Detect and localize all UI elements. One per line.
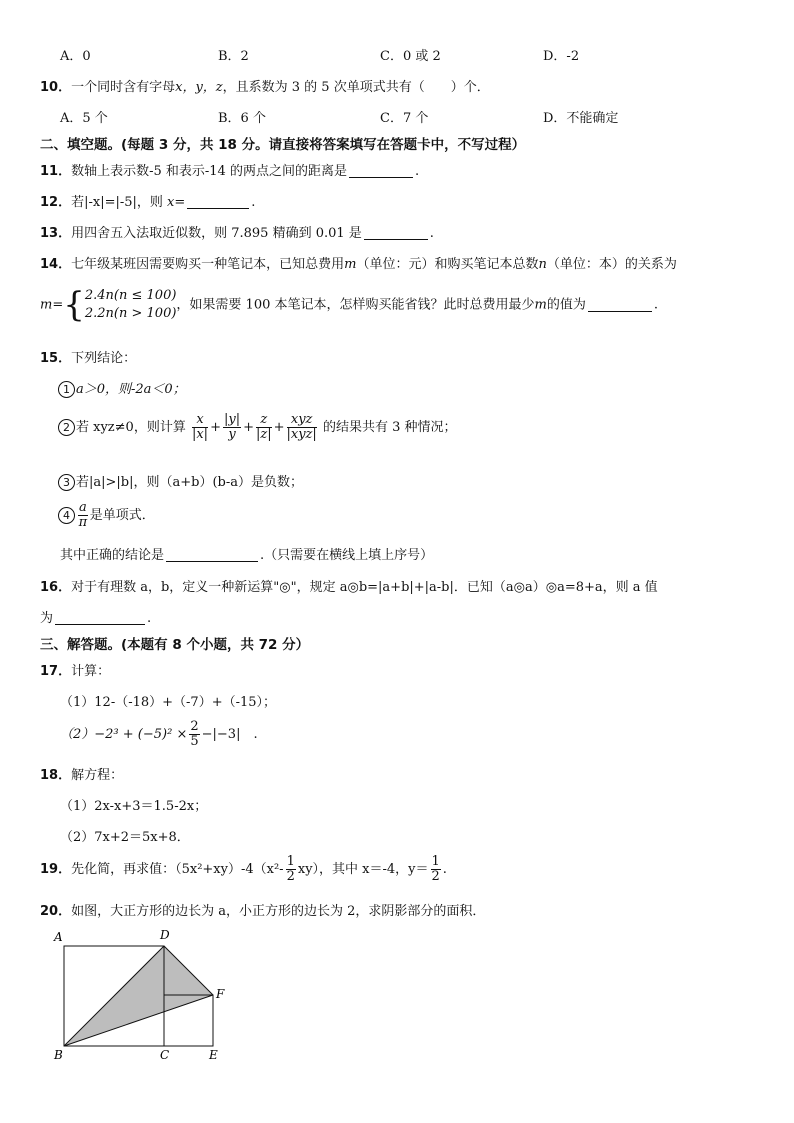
answer-blank[interactable] — [364, 225, 428, 240]
numerator: 1 — [431, 854, 440, 869]
q14-var-m: m — [344, 257, 357, 272]
question-number: 17． — [40, 664, 72, 679]
fraction — [287, 413, 317, 442]
q12-eq: = — [174, 195, 186, 210]
fraction — [223, 413, 241, 442]
q9-option-d: D．-2 — [543, 49, 580, 64]
section-3-heading: 三、解答题。(本题有 8 个小题，共 72 分） — [40, 637, 310, 653]
numerator: x — [192, 413, 208, 428]
left-brace: { — [63, 285, 85, 325]
q14-line2: ，如果需要 100 本笔记本，怎样购买能省钱？此时总费用最少 — [176, 297, 535, 313]
question-number: 18． — [40, 768, 72, 783]
denominator: |x| — [191, 427, 209, 442]
question-14-line-2 — [40, 287, 658, 323]
q16-line1: 对于有理数 a，b，定义一种新运算"◎"，规定 a◎b=|a+b|+|a-b|．已知（a◎a）◎a=8+a，则 a 值 — [71, 580, 658, 595]
denominator: 2 — [431, 869, 440, 884]
denominator: π — [78, 515, 88, 530]
question-number: 12． — [40, 195, 72, 210]
q15-conclusion-4 — [58, 501, 155, 530]
denominator: |z| — [255, 427, 272, 442]
q15-c3-text: 若|a|>|b|，则（a+b）(b-a）是负数； — [76, 475, 303, 490]
circled-number: 3 — [58, 474, 75, 491]
fraction — [78, 501, 88, 530]
question-number: 19． — [40, 862, 72, 877]
question-11 — [40, 160, 419, 179]
q16-line2-pre: 为 — [40, 611, 54, 626]
q14-line1c: （单位：本）的关系为 — [546, 257, 677, 272]
q20-text: 如图，大正方形的边长为 a，小正方形的边长为 2，求阴影部分的面积． — [71, 904, 486, 919]
q14-var-n: n — [538, 257, 547, 272]
q13-end: . — [429, 226, 434, 241]
label-e: E — [209, 1048, 218, 1062]
question-17-title — [40, 660, 110, 679]
q14-case-2: 2.2n(n > 100) — [84, 306, 177, 321]
plus-sign: + — [273, 420, 285, 435]
q11-end: . — [414, 164, 420, 179]
denominator: |xyz| — [286, 427, 317, 442]
q12-end: . — [251, 195, 256, 210]
q9-option-b: B．2 — [218, 49, 249, 64]
q14-line2b: 的值为 — [546, 297, 586, 313]
q15-answer-post: .（只需要在横线上填上序号） — [260, 548, 434, 563]
question-20 — [40, 900, 485, 919]
question-number: 15． — [40, 351, 72, 366]
numerator: z — [256, 413, 272, 428]
label-f: F — [216, 987, 225, 1001]
question-14-line-1 — [40, 253, 677, 272]
q11-text: 数轴上表示数-5 和表示-14 的两点之间的距离是 — [71, 164, 347, 179]
answer-blank[interactable] — [349, 163, 413, 178]
answer-blank[interactable] — [55, 610, 145, 625]
q10-option-d: D．不能确定 — [543, 111, 619, 126]
question-number: 16． — [40, 580, 72, 595]
fraction — [192, 413, 208, 442]
denominator: 2 — [286, 869, 295, 884]
denominator: y — [228, 427, 236, 442]
q15-c2-pre: 若 xyz≠0，则计算 — [76, 420, 186, 435]
q15-c1-text: a＞0，则-2a＜0； — [76, 382, 186, 397]
question-10 — [40, 76, 490, 95]
q15-conclusion-3 — [58, 471, 303, 491]
answer-blank[interactable] — [166, 547, 258, 562]
question-15-title — [40, 347, 136, 366]
numerator: a — [79, 500, 87, 515]
q16-end: . — [147, 611, 152, 626]
q15-conclusion-2 — [58, 413, 456, 442]
answer-blank[interactable] — [187, 194, 249, 209]
q18-part-1: （1）2x-x+3＝1.5-2x； — [60, 799, 208, 814]
question-number: 14． — [40, 257, 72, 272]
question-number: 10． — [40, 80, 72, 95]
q15-c2-post: 的结果共有 3 种情况； — [322, 420, 457, 435]
fraction — [286, 855, 296, 884]
q10-option-a: A．5 个 — [60, 111, 108, 126]
q14-line1a: 七年级某班因需要购买一种笔记本，已知总费用 — [71, 257, 345, 272]
denominator: 5 — [190, 734, 199, 749]
q15-c4-post: 是单项式． — [89, 508, 155, 523]
section-2-heading: 二、填空题。(每题 3 分，共 18 分。请直接将答案填写在答题卡中，不写过程） — [40, 137, 526, 153]
q18-title: 解方程： — [71, 768, 124, 783]
question-number: 13． — [40, 226, 72, 241]
plus-sign: + — [243, 420, 254, 435]
q9-option-c: C．0 或 2 — [380, 49, 441, 64]
numerator: |y| — [223, 412, 241, 427]
question-12 — [40, 191, 255, 210]
circled-number: 2 — [58, 419, 75, 436]
question-13 — [40, 222, 434, 241]
question-number: 11． — [40, 164, 72, 179]
label-b: B — [54, 1048, 63, 1062]
q10-option-c: C．7 个 — [380, 111, 429, 126]
q15-conclusion-1 — [58, 378, 186, 398]
question-16-line-1 — [40, 576, 658, 595]
q19-end: . — [442, 862, 447, 877]
q14-line1b: （单位：元）和购买笔记本总数 — [356, 257, 539, 272]
question-18-title — [40, 764, 123, 783]
question-number: 20． — [40, 904, 72, 919]
plus-sign: + — [210, 420, 221, 435]
q10-pre: 一个同时含有字母 — [71, 80, 176, 95]
q15-answer-line — [60, 544, 433, 563]
q15-title: 下列结论： — [71, 351, 137, 366]
q19-mid: xy），其中 x＝-4，y＝ — [297, 862, 429, 877]
q13-text: 用四舍五入法取近似数，则 7.895 精确到 0.01 是 — [71, 226, 362, 241]
square-figure — [50, 925, 240, 1065]
shaded-triangle — [64, 946, 213, 1046]
numerator: xyz — [287, 413, 317, 428]
numerator: 2 — [190, 719, 199, 734]
q19-pre: 先化简，再求值：（5x²+xy）-4（x²- — [71, 862, 284, 877]
numerator: 1 — [286, 854, 295, 869]
q17-part-1: （1）12-（-18）+（-7）+（-15）； — [60, 695, 277, 710]
q12-pre: 若|-x|=|-5|，则 — [71, 195, 168, 210]
q12-var: x — [167, 195, 175, 210]
label-a: A — [54, 930, 63, 944]
q15-answer-pre: 其中正确的结论是 — [60, 548, 165, 563]
q14-end: . — [653, 297, 658, 313]
q14-var-m: m — [534, 297, 547, 313]
q14-lhs: m= — [40, 297, 64, 313]
q9-option-a: A．0 — [60, 49, 91, 64]
q17-p2-pre: （2）−2³ + (−5)² × — [60, 727, 188, 742]
answer-blank[interactable] — [588, 297, 652, 312]
circled-number: 1 — [58, 381, 75, 398]
circled-number: 4 — [58, 507, 75, 524]
q17-part-2 — [60, 720, 258, 749]
question-16-line-2 — [40, 607, 151, 626]
q18-part-2: （2）7x+2＝5x+8． — [60, 830, 190, 845]
fraction — [189, 720, 199, 749]
q10-post: ，且系数为 3 的 5 次单项式共有（ ）个． — [222, 80, 490, 95]
q17-title: 计算： — [71, 664, 111, 679]
fraction — [431, 855, 441, 884]
q14-case-1: 2.4n(n ≤ 100) — [84, 288, 177, 303]
label-d: D — [160, 928, 170, 942]
q10-letters: x，y，z — [175, 80, 223, 95]
question-19 — [40, 855, 447, 884]
q17-p2-post: −|−3| . — [201, 727, 258, 742]
q10-option-b: B．6 个 — [218, 111, 266, 126]
label-c: C — [160, 1048, 170, 1062]
q14-cases — [85, 287, 177, 323]
fraction — [256, 413, 272, 442]
